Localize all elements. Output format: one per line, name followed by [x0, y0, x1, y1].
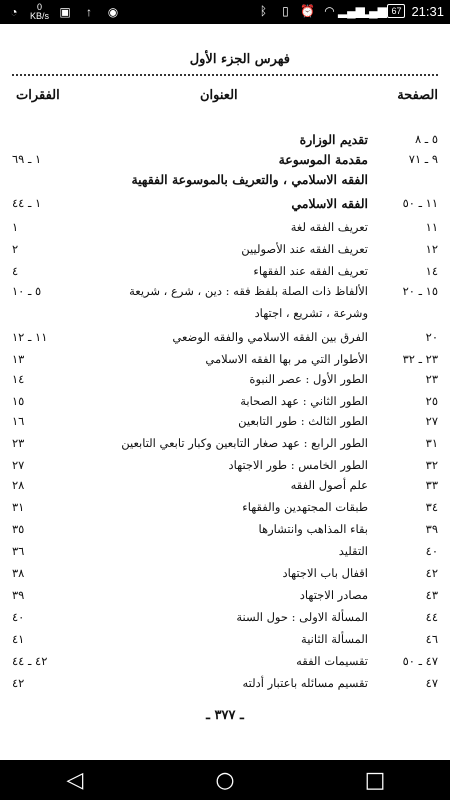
toc-page-number: ٩ ـ ٧١ [408, 152, 438, 166]
toc-paragraphs: ١ ـ ٦٩ [12, 152, 42, 166]
toc-paragraphs: ٣١ [12, 500, 25, 514]
dotted-divider [12, 74, 438, 76]
toc-row [0, 566, 450, 586]
toc-paragraphs: ١٦ [12, 414, 25, 428]
status-left [6, 3, 121, 21]
toc-title: مقدمة الموسوعة [278, 152, 368, 167]
toc-page-number: ١٤ [425, 264, 438, 278]
toc-paragraphs: ١١ ـ ١٢ [12, 330, 48, 344]
toc-paragraphs: ١٥ [12, 394, 25, 408]
signal-icon-1: ▂▄▆ [337, 4, 365, 18]
toc-paragraphs: ٤٠ [12, 610, 25, 624]
toc-row [0, 306, 450, 326]
toc-title: الطور الأول : عصر النبوة [249, 372, 368, 386]
toc-page-number: ٣٢ [425, 458, 438, 472]
toc-title: الفرق بين الفقه الاسلامي والفقه الوضعي [172, 330, 368, 344]
recents-button[interactable]: □ [364, 767, 386, 793]
toc-page-number: ٤٧ ـ ٥٠ [402, 654, 438, 668]
toc-paragraphs: ٤٢ [12, 676, 25, 690]
page-number: ـ ٣٧٧ ـ [206, 708, 244, 723]
toc-page-number: ٢٧ [425, 414, 438, 428]
toc-title: بقاء المذاهب وانتشارها [258, 522, 368, 536]
book-page[interactable] [0, 24, 450, 760]
toc-page-number: ٢٥ [425, 394, 438, 408]
toc-title: تعريف الفقه عند الفقهاء [253, 264, 368, 278]
toc-title: الأطوار التي مر بها الفقه الاسلامي [205, 352, 368, 366]
alarm-icon: ⏰ [299, 4, 315, 18]
toc-title: الطور الخامس : طور الاجتهاد [228, 458, 368, 472]
toc-title: وشرعة ، تشريع ، اجتهاد [254, 306, 368, 320]
toc-paragraphs: ١ ـ ٤٤ [12, 196, 42, 210]
toc-page-number: ٤٧ [425, 676, 438, 690]
toc-row [0, 414, 450, 434]
toc-paragraphs: ٢٣ [12, 436, 25, 450]
toc-page-number: ١٥ ـ ٢٠ [402, 284, 438, 298]
back-button[interactable]: ◁ [66, 767, 84, 793]
toc-paragraphs: ٢٨ [12, 478, 25, 492]
toc-paragraphs: ٤ [12, 264, 19, 278]
toc-title: تعريف الفقه عند الأصوليين [241, 242, 368, 256]
toc-page-number: ٣٣ [425, 478, 438, 492]
toc-page-number: ٣٤ [425, 500, 438, 514]
toc-page-number: ٤٢ [425, 566, 438, 580]
toc-page-number: ٢٠ [425, 330, 438, 344]
network-speed-unit: KB/s [30, 11, 50, 21]
toc-title: الفقه الاسلامي [291, 196, 368, 211]
toc-page-number: ١١ ـ ٥٠ [402, 196, 438, 210]
header-page: الصفحة [397, 88, 438, 103]
home-button[interactable]: ○ [215, 767, 235, 793]
toc-paragraphs: ٥ ـ ١٠ [12, 284, 42, 298]
toc-title: الطور الرابع : عهد صغار التابعين وكبار تابعي التابعين [121, 436, 368, 450]
toc-row [0, 676, 450, 696]
toc-title: المسألة الاولى : حول السنة [236, 610, 368, 624]
toc-row [0, 352, 450, 372]
toc-row [0, 132, 450, 152]
toc-page-number: ٤٠ [425, 544, 438, 558]
toc-row [0, 522, 450, 542]
header-title: العنوان [200, 88, 238, 103]
toc-row [0, 220, 450, 240]
toc-row [0, 544, 450, 564]
toc-paragraphs: ٤٢ ـ ٤٤ [12, 654, 48, 668]
toc-page-number: ٣١ [425, 436, 438, 450]
toc-row [0, 632, 450, 652]
toc-row [0, 264, 450, 284]
running-title: فهرس الجزء الأول [189, 52, 290, 67]
toc-row [0, 500, 450, 520]
toc-page-number: ١٢ [425, 242, 438, 256]
toc-page-number: ٢٣ ـ ٣٢ [402, 352, 438, 366]
toc-paragraphs: ٣٥ [12, 522, 25, 536]
toc-title: مصادر الاجتهاد [299, 588, 368, 602]
toc-title: الألفاظ ذات الصلة بلفظ فقه : دين ، شرع ، شريعة [129, 284, 368, 298]
signal-icon-2: ▂▄▆ [359, 4, 387, 18]
toc-paragraphs: ٢٧ [12, 458, 25, 472]
toc-row [0, 458, 450, 478]
toc-row [0, 152, 450, 172]
toc-title: الفقه الاسلامي ، والتعريف بالموسوعة الفقهية [131, 172, 368, 187]
toc-page-number: ٤٦ [425, 632, 438, 646]
toc-title: الطور الثاني : عهد الصحابة [240, 394, 368, 408]
toc-row [0, 172, 450, 192]
upload-icon: ↑ [86, 5, 93, 19]
toc-page-number: ٤٤ [425, 610, 438, 624]
toc-row [0, 242, 450, 262]
toc-paragraphs: ١ [12, 220, 19, 234]
data-saver-icon: ◔ [10, 5, 18, 19]
toc-row [0, 654, 450, 674]
network-speed [30, 3, 49, 21]
toc-title: تقديم الوزارة [299, 132, 368, 147]
toc-paragraphs: ٣٦ [12, 544, 25, 558]
header-paragraphs: الفقرات [16, 88, 60, 103]
toc-page-number: ٢٣ [425, 372, 438, 386]
toc-page-number: ١١ [425, 220, 438, 234]
toc-title: الطور الثالث : طور التابعين [238, 414, 368, 428]
clock: 21:31 [411, 3, 444, 19]
toc-row [0, 372, 450, 392]
toc-paragraphs: ٣٨ [12, 566, 25, 580]
bluetooth-icon: ᛒ [259, 4, 268, 18]
toc-paragraphs: ٣٩ [12, 588, 25, 602]
toc-row [0, 284, 450, 304]
toc-row [0, 478, 450, 498]
toc-title: اقفال باب الاجتهاد [282, 566, 368, 580]
toc-row [0, 330, 450, 350]
battery-indicator: 67 [387, 4, 405, 18]
toc-paragraphs: ٢ [12, 242, 19, 256]
toc-row [0, 196, 450, 216]
toc-title: علم أصول الفقه [290, 478, 368, 492]
toc-title: التقليد [338, 544, 368, 558]
toc-page-number: ٥ ـ ٨ [414, 132, 438, 146]
toc-title: تقسيم مسائله باعتبار أدلته [242, 676, 368, 690]
toc-row [0, 610, 450, 630]
toc-paragraphs: ٤١ [12, 632, 25, 646]
wifi-icon: ◠ [324, 4, 335, 18]
network-speed-value: 0 [37, 2, 43, 12]
navigation-bar [0, 760, 450, 800]
vibrate-icon: ▯ [282, 4, 289, 18]
toc-paragraphs: ١٣ [12, 352, 25, 366]
toc-row [0, 436, 450, 456]
status-bar [0, 0, 450, 24]
toc-title: تعريف الفقه لغة [290, 220, 368, 234]
toc-paragraphs: ١٤ [12, 372, 25, 386]
hotspot-icon: ◉ [107, 5, 119, 19]
gallery-icon: ▣ [59, 5, 71, 19]
toc-page-number: ٣٩ [425, 522, 438, 536]
toc-page-number: ٤٣ [425, 588, 438, 602]
toc-row [0, 588, 450, 608]
status-right [255, 3, 444, 19]
toc-title: المسألة الثانية [301, 632, 368, 646]
toc-title: طبقات المجتهدين والفقهاء [242, 500, 368, 514]
toc-row [0, 394, 450, 414]
toc-title: تقسيمات الفقه [296, 654, 368, 668]
